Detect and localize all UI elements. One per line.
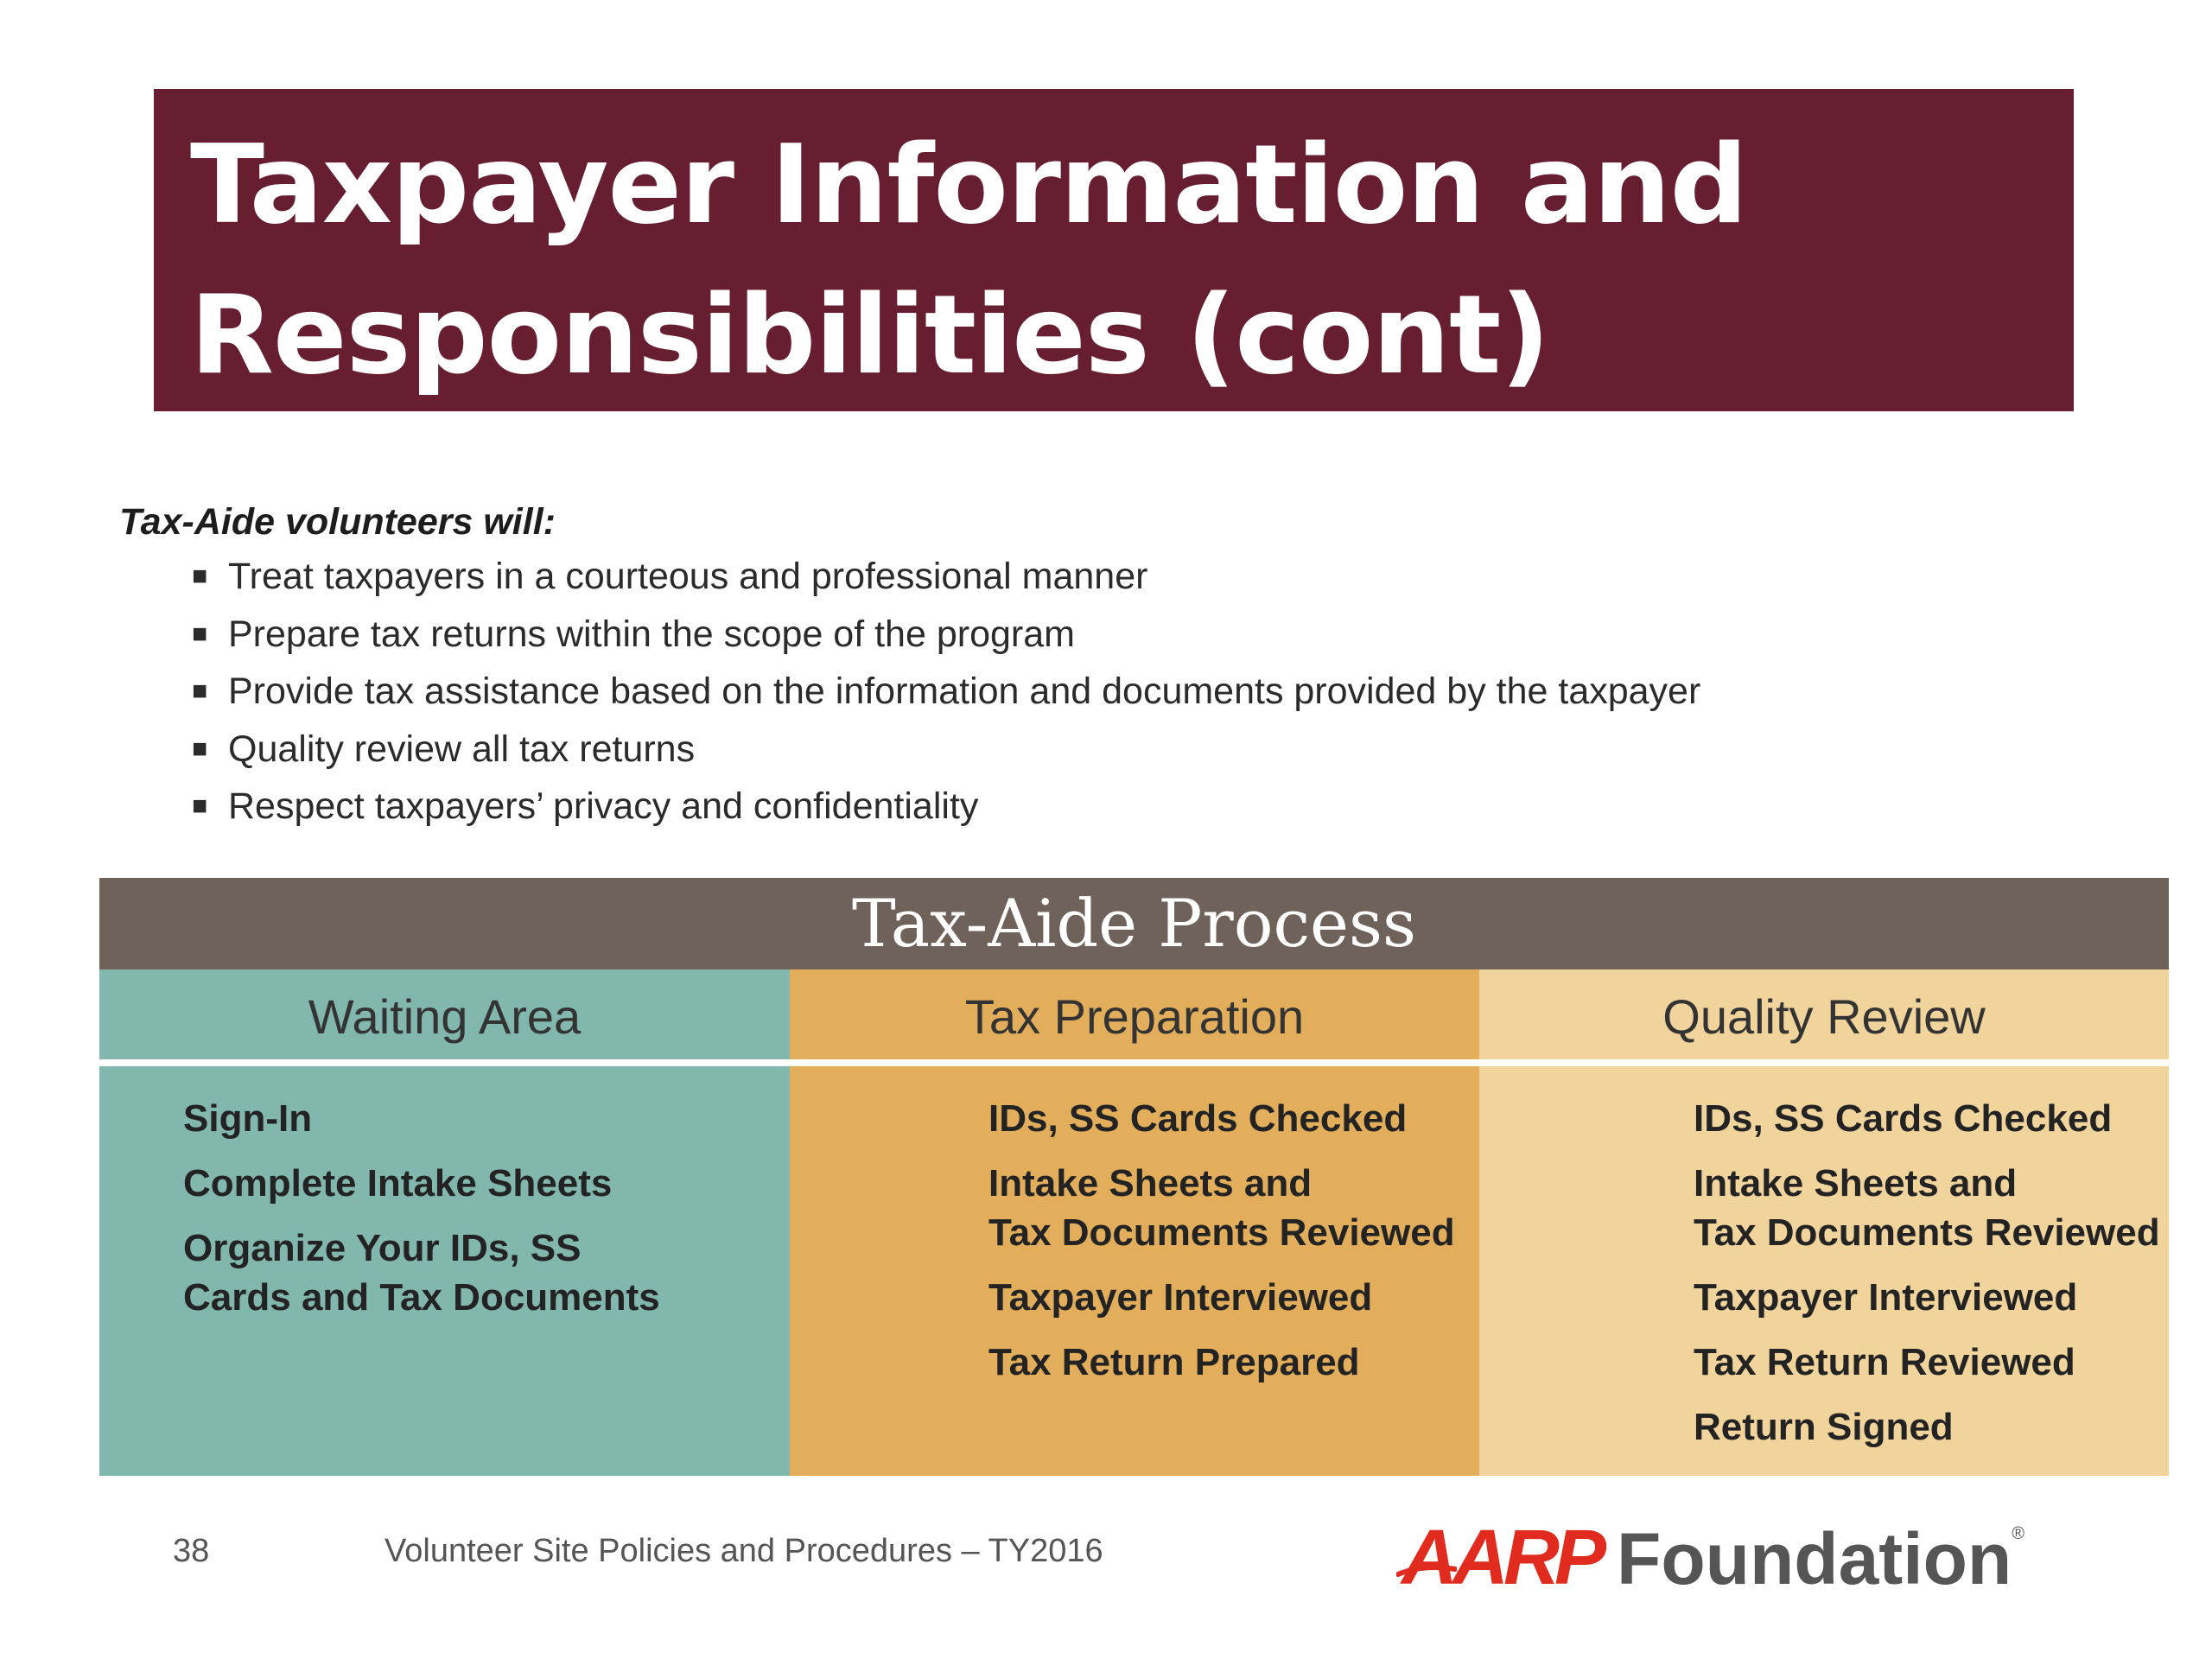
tax-preparation-heading: Tax Preparation (964, 989, 1305, 1044)
bullet-text: Respect taxpayers’ privacy and confidentiality (228, 785, 979, 827)
registered-mark: ® (2012, 1524, 2024, 1543)
process-title: Tax-Aide Process (99, 878, 2169, 969)
slide-title-line-1: Taxpayer Information and (190, 121, 1747, 248)
tax-preparation-list (988, 1094, 1455, 1402)
footer-text: Volunteer Site Policies and Procedures – TY2016 (385, 1533, 1103, 1569)
bullet-item (119, 778, 2107, 836)
list-item: IDs, SS Cards Checked (1694, 1097, 2113, 1140)
swoosh-icon (1396, 1562, 1457, 1580)
page-number: 38 (173, 1533, 210, 1569)
bullet-marker-icon: ■ (192, 562, 208, 590)
slide-title-line-2: Responsibilities (cont) (190, 271, 1549, 398)
bullet-item (119, 606, 2107, 664)
bullet-list (119, 548, 2107, 836)
list-item: Intake Sheets and Tax Documents Reviewed (1694, 1162, 2160, 1254)
quality-review-list (1694, 1094, 2160, 1467)
list-item: Sign-In (183, 1097, 313, 1140)
list-item: Taxpayer Interviewed (988, 1276, 1373, 1319)
list-item: IDs, SS Cards Checked (988, 1097, 1408, 1140)
bullet-item (119, 721, 2107, 779)
list-item: Organize Your IDs, SS Cards and Tax Documents (183, 1227, 660, 1319)
waiting-area-column (99, 969, 790, 1476)
list-item: Return Signed (1694, 1406, 1954, 1448)
aarp-foundation-logo (1402, 1514, 2024, 1601)
logo-aarp-text: AARP (1402, 1515, 1602, 1601)
bullet-item (119, 663, 2107, 721)
header-divider (99, 1059, 2169, 1066)
waiting-area-heading: Waiting Area (308, 989, 582, 1044)
list-item: Tax Return Prepared (988, 1341, 1360, 1383)
bullet-text: Treat taxpayers in a courteous and professional manner (228, 556, 1148, 597)
bullet-marker-icon: ■ (192, 677, 208, 705)
intro-heading: Tax-Aide volunteers will: (119, 501, 556, 543)
logo-foundation-text: Foundation (1617, 1518, 2012, 1599)
quality-review-heading: Quality Review (1662, 989, 1986, 1044)
tax-aide-process-table (99, 878, 2169, 1476)
bullet-marker-icon: ■ (192, 791, 208, 820)
intro-section (119, 496, 2107, 836)
bullet-marker-icon: ■ (192, 734, 208, 763)
list-item: Tax Return Reviewed (1694, 1341, 2075, 1383)
bullet-text: Quality review all tax returns (228, 728, 696, 770)
waiting-area-list (183, 1094, 660, 1338)
title-banner (154, 89, 2074, 411)
bullet-item (119, 548, 2107, 606)
bullet-marker-icon: ■ (192, 619, 208, 648)
bullet-text: Provide tax assistance based on the information and documents provided by the taxpayer (228, 671, 1701, 712)
list-item: Complete Intake Sheets (183, 1162, 613, 1205)
quality-review-column (1479, 969, 2169, 1476)
list-item: Intake Sheets and Tax Documents Reviewed (988, 1162, 1455, 1254)
list-item: Taxpayer Interviewed (1694, 1276, 2078, 1319)
tax-preparation-column (790, 969, 1479, 1476)
bullet-text: Prepare tax returns within the scope of the program (228, 613, 1075, 655)
